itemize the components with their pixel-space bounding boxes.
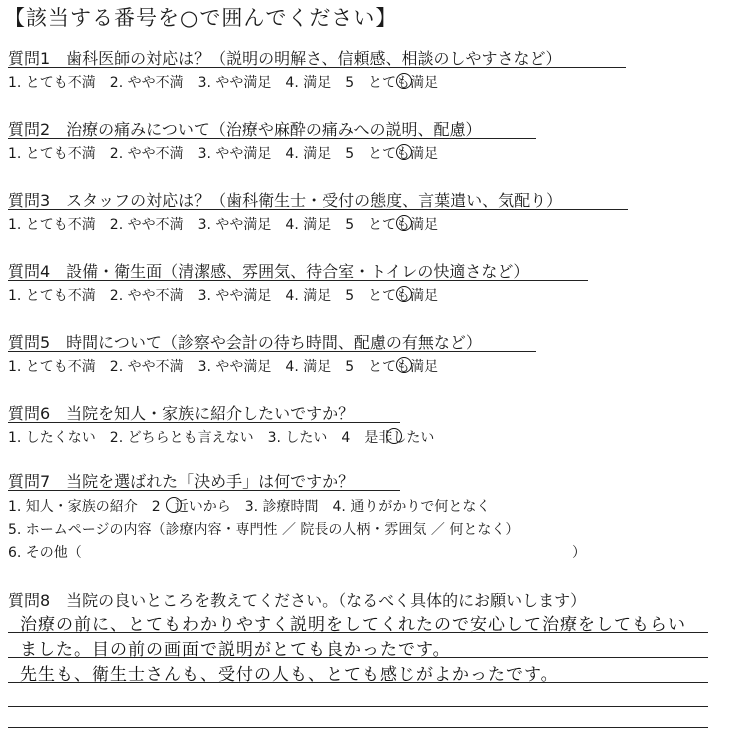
answer-rule-5 [8,727,708,728]
question-1-underline [8,67,626,68]
question-4-selected-circle[interactable] [396,286,412,302]
question-7-options-row2: 5. ホームページの内容（診療内容・専門性 ／ 院長の人柄・雰囲気 ／ 何となく） [8,522,520,538]
question-6-title: 質問6 当院を知人・家族に紹介したいですか？ [8,404,355,423]
question-5-title: 質問5 時間について（診察や会計の待ち時間、配慮の有無など） [8,333,482,352]
question-8-title: 質問8 当院の良いところを教えてください。（なるべく具体的にお願いします） [8,591,587,610]
answer-line-3: 先生も、衛生士さんも、受付の人も、とても感じがよかったです。 [20,665,559,685]
page-header: 【該当する番号を○で囲んでください】 [4,6,398,30]
question-4-title: 質問4 設備・衛生面（清潔感、雰囲気、待合室・トイレの快適さなど） [8,262,530,281]
question-1-options: 1. とても不満 2. やや不満 3. やや満足 4. 満足 5 とても満足 [8,75,439,91]
question-7-selected-circle[interactable] [166,497,182,513]
question-1-title: 質問1 歯科医師の対応は？（説明の明解さ、信頼感、相談のしやすさなど） [8,49,562,68]
question-4-underline [8,280,588,281]
question-5-underline [8,351,536,352]
question-7-options-row3: 6. その他（ [8,545,82,561]
question-6-underline [8,422,400,423]
answer-line-1: 治療の前に、とてもわかりやすく説明をしてくれたので安心して治療をしてもらい [20,615,686,635]
question-3-title: 質問3 スタッフの対応は？（歯科衛生士・受付の態度、言葉遣い、気配り） [8,191,563,210]
answer-rule-1 [8,632,708,633]
question-2-title: 質問2 治療の痛みについて（治療や麻酔の痛みへの説明、配慮） [8,120,482,139]
question-7-options-row1: 1. 知人・家族の紹介 2 近いから 3. 診療時間 4. 通りがかりで何となく [8,499,491,515]
question-1-selected-circle[interactable] [396,73,412,89]
question-5-selected-circle[interactable] [396,357,412,373]
question-3-options: 1. とても不満 2. やや不満 3. やや満足 4. 満足 5 とても満足 [8,217,439,233]
question-2-underline [8,138,536,139]
question-2-selected-circle[interactable] [396,144,412,160]
question-4-options: 1. とても不満 2. やや不満 3. やや満足 4. 満足 5 とても満足 [8,288,439,304]
answer-rule-3 [8,682,708,683]
question-3-underline [8,209,628,210]
question-3-selected-circle[interactable] [396,215,412,231]
question-7-title: 質問7 当院を選ばれた「決め手」は何ですか？ [8,472,355,491]
answer-line-2: ました。目の前の画面で説明がとても良かったです。 [20,640,451,660]
answer-rule-4 [8,706,708,707]
question-2-options: 1. とても不満 2. やや不満 3. やや満足 4. 満足 5 とても満足 [8,146,439,162]
question-5-options: 1. とても不満 2. やや不満 3. やや満足 4. 満足 5 とても満足 [8,359,439,375]
question-7-underline [8,490,400,491]
question-6-selected-circle[interactable] [386,428,402,444]
question-7-other-close: ） [572,545,586,561]
question-6-options: 1. したくない 2. どちらとも言えない 3. したい 4 是非したい [8,430,435,446]
answer-rule-2 [8,657,708,658]
